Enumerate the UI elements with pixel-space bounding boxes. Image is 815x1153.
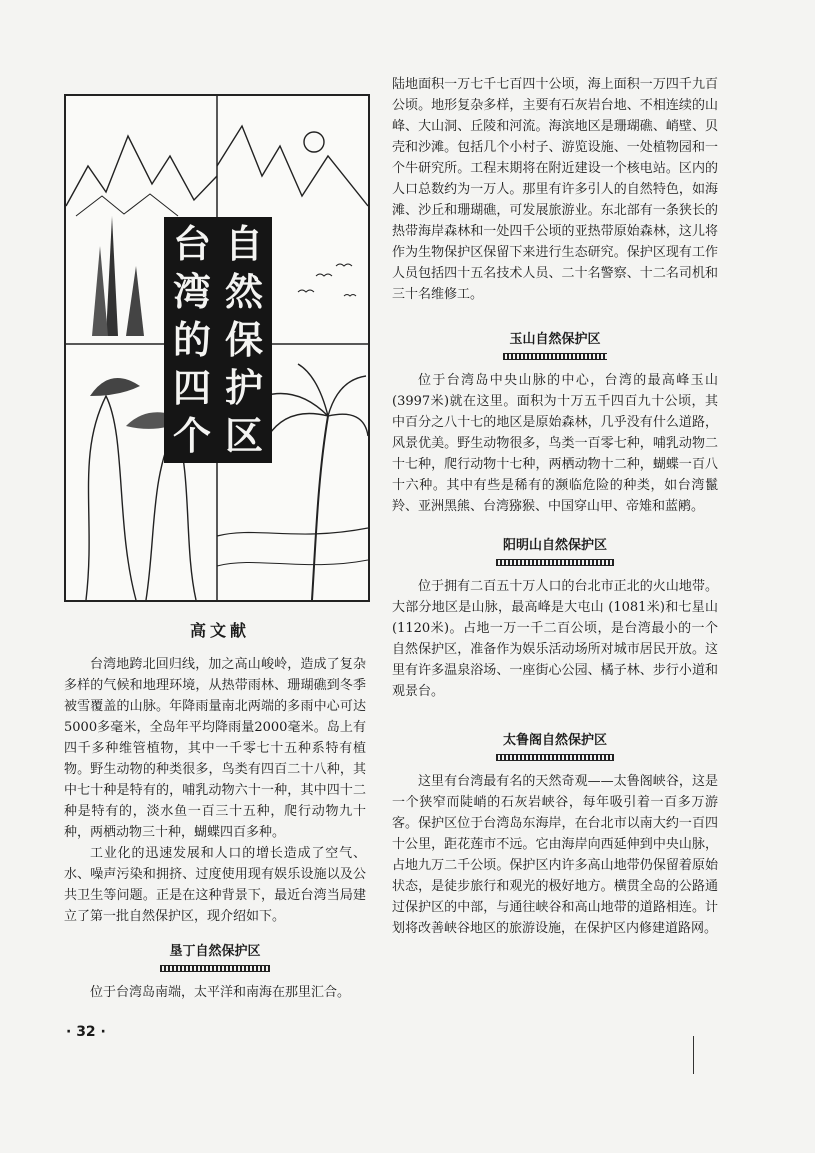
section-heading-yushan: 玉山自然保护区 [509, 332, 601, 347]
heading-rule [496, 559, 614, 566]
title-char: 自 [224, 222, 263, 266]
heading-rule [160, 965, 270, 972]
kenting-paragraph-start: 位于台湾岛南端，太平洋和南海在那里汇合。 [90, 985, 351, 1000]
title-char: 湾 [172, 270, 211, 314]
title-char: 区 [224, 414, 263, 458]
right-column [392, 74, 718, 939]
title-block [164, 217, 272, 463]
title-illustration [64, 94, 370, 602]
margin-line [693, 1036, 694, 1074]
title-column-left [168, 220, 216, 460]
page-number: · 32 · [66, 1024, 106, 1040]
heading-rule [496, 754, 614, 761]
title-char: 的 [172, 318, 211, 362]
author-name: 高文献 [189, 621, 250, 640]
title-char: 保 [224, 318, 263, 362]
title-char: 个 [172, 414, 211, 458]
heading-rule [503, 353, 607, 360]
title-char: 四 [172, 366, 211, 410]
title-char: 台 [172, 222, 211, 266]
section-heading-taroko: 太鲁阁自然保护区 [502, 733, 607, 748]
section-heading-yangmingshan: 阳明山自然保护区 [502, 538, 607, 553]
kenting-paragraph-continued: 陆地面积一万七千七百四十公顷，海上面积一万四千九百公顷。地形复杂多样，主要有石灰岩台地、不相连续的山峰、大山洞、丘陵和河流。海滨地区是珊瑚礁、峭壁、贝壳和沙滩。包括几个小村子、游览设施、一处植物园和一个牛研究所。工程末期将在附近建设一个核电站。区内的人口总数约为一万人。那里有许多引人的自然特色，如海滩、沙丘和珊瑚礁，可发展旅游业。东北部有一条狭长的热带海岸森林和一处四千公顷的亚热带原始森林，这儿将作为生物保护区保留下来进行生态研究。保护区现有工作人员包括四十五名技术人员、二十名警察、十二名司机和三十名维修工。 [392, 77, 718, 302]
section-heading-kenting: 垦丁自然保护区 [169, 944, 261, 959]
yushan-paragraph: 位于台湾岛中央山脉的中心，台湾的最高峰玉山(3997米)就在这里。面积为十万五千四百九十公顷，其中百分之八十七的地区是原始森林，几乎没有什么道路，风景优美。野生动物很多，鸟类一百零七种，哺乳动物二十七种，爬行动物十七种，两栖动物十二种，蝴蝶一百八十六种。其中有些是稀有的濒临危险的种类，如台湾鬣羚、亚洲黑熊、台湾猕猴、中国穿山甲、帝雉和蓝鹇。 [392, 373, 718, 514]
left-column [64, 654, 366, 1003]
intro-paragraph: 台湾地跨北回归线，加之高山峻岭，造成了复杂多样的气候和地理环境，从热带雨林、珊瑚礁到冬季被雪覆盖的山脉。年降雨量南北两端的多雨中心可达5000多毫米，全岛年平均降雨量2000毫米。岛上有四千多种维管植物，其中一千零七十五种系特有植物。野生动物的种类很多，鸟类有四百二十八种，其中七十种是特有的，哺乳动物六十一种，其中四十二种是特有的，淡水鱼一百三十五种，爬行动物九十种，两栖动物三十种，蝴蝶四百多种。 [64, 657, 366, 840]
taroko-paragraph: 这里有台湾最有名的天然奇观——太鲁阁峡谷，这是一个狭窄而陡峭的石灰岩峡谷，每年吸引着一百多万游客。保护区位于台湾岛东海岸，在台北市以南大约一百四十公里，距花莲市不远。它由海岸向西延伸到中央山脉，占地九万二千公顷。保护区内许多高山地带仍保留着原始状态，是徒步旅行和观光的极好地方。横贯全岛的公路通过保护区的中部，与通往峡谷和高山地带的道路相连。计划将改善峡谷地区的旅游设施，在保护区内修建道路网。 [392, 774, 718, 936]
title-column-right [220, 220, 268, 460]
intro-paragraph: 工业化的迅速发展和人口的增长造成了空气、水、噪声污染和拥挤、过度使用现有娱乐设施以及公共卫生等问题。正是在这种背景下，最近台湾当局建立了第一批自然保护区，现介绍如下。 [64, 846, 366, 924]
yangmingshan-paragraph: 位于拥有二百五十万人口的台北市正北的火山地带。大部分地区是山脉，最高峰是大屯山 (1081米)和七星山(1120米)。占地一万一千二百公顷，是台湾最小的一个自然保护区，准备作为娱乐活动场所对城市居民开放。这里有许多温泉浴场、一座街心公园、橘子林、步行小道和观景台。 [392, 579, 718, 699]
title-char: 然 [224, 270, 263, 314]
title-char: 护 [224, 366, 263, 410]
